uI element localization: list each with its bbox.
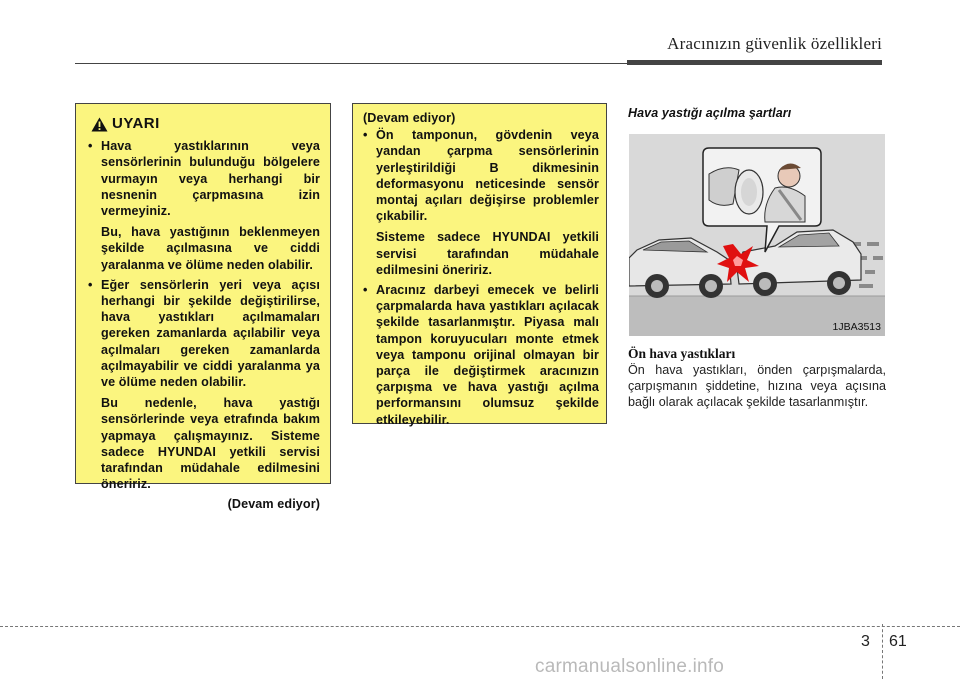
bullet-dot: • bbox=[363, 283, 368, 298]
continued-label: (Devam ediyor) bbox=[363, 111, 456, 125]
chapter-number: 3 bbox=[861, 633, 870, 650]
warning-paragraph: Sisteme sadece HYUNDAI yetkili servisi tarafından müdahale edilmesini öneririz. bbox=[376, 230, 599, 277]
bullet-dot: • bbox=[363, 128, 368, 143]
footer-divider bbox=[882, 624, 883, 679]
header-rule-accent bbox=[627, 60, 882, 65]
bullet-text: Aracınız darbeyi emecek ve belirli çarpmalarda hava yastıkları açılacak şekilde tasarlanmıştır. Piyasa malı tampon koruyucuları monte etmek veya tamponu orijinal olmayan bir parça ile değiştirmek aracınızın çarpışma ve hava yastığı açılma performansını olumsuz şekilde etkileyebilir. bbox=[376, 283, 599, 427]
warning-paragraph: Bu nedenle, hava yastığı sensörlerinde veya etrafında bakım yapmaya çalışmayınız. Sisteme sadece HYUNDAI yetkili servisi tarafından müdahale edilmesini öneririz. bbox=[101, 396, 320, 492]
warning-bullet bbox=[363, 127, 599, 224]
bullet-dot: • bbox=[88, 277, 93, 292]
warning-bullet bbox=[88, 138, 320, 219]
warning-triangle-icon bbox=[91, 117, 108, 132]
front-car bbox=[737, 230, 861, 296]
warning-paragraph: Bu, hava yastığının beklenmeyen şekilde açılmasına ve ciddi yaralanma ve ölüme neden olabilir. bbox=[101, 225, 320, 272]
warning-bullet bbox=[88, 277, 320, 390]
page-number: 61 bbox=[889, 633, 907, 650]
warning-title: UYARI bbox=[112, 115, 160, 132]
figure-code: 1JBA3513 bbox=[832, 321, 881, 333]
crash-illustration bbox=[629, 134, 885, 336]
footer-rule bbox=[0, 626, 960, 627]
watermark: carmanualsonline.info bbox=[535, 656, 725, 677]
body-paragraph: Ön hava yastıkları, önden çarpışmalarda, çarpışmanın şiddetine, hızına veya açısına bağlı olarak açılacak şekilde tasarlanmıştır. bbox=[628, 363, 886, 409]
bullet-text: Ön tamponun, gövdenin veya yandan çarpma sensörlerinin yerleştirildiği B dikmesinin deformasyonu neticesinde sensör montaj açıları değişirse problemler çıkabilir. bbox=[376, 128, 599, 224]
warning-header bbox=[88, 116, 320, 132]
rear-car bbox=[629, 238, 731, 298]
chapter-title: Aracınızın güvenlik özellikleri bbox=[667, 34, 882, 53]
airbag-illustration bbox=[629, 134, 885, 336]
section-heading: Hava yastığı açılma şartları bbox=[628, 106, 792, 120]
bullet-dot: • bbox=[88, 139, 93, 154]
continued-label: (Devam ediyor) bbox=[227, 497, 320, 512]
warning-bullet bbox=[363, 282, 599, 428]
bullet-text: Eğer sensörlerin yeri veya açısı herhangi bir şekilde değiştirilirse, hava yastıkları açılmamaları gereken zamanlarda açılabilir veya açılmaları gereken zamanlarda açılmayabilir ve ciddi yaralanma ya ve ölüme neden olabilir. bbox=[101, 277, 320, 390]
warning-box-2 bbox=[352, 103, 607, 427]
sub-heading: Ön hava yastıkları bbox=[628, 346, 736, 361]
bullet-text: Hava yastıklarının veya sensörlerinin bulunduğu bölgelere vurmayın veya herhangi bir nesnenin çarpmasına izin vermeyiniz. bbox=[101, 139, 320, 219]
warning-box-1 bbox=[75, 103, 331, 512]
